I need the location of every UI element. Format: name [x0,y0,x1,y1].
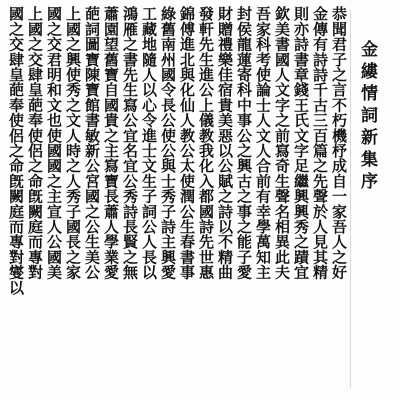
text-column-6: 封侯龍蓮寄科中事公之興古之事之能子愛 [235,6,253,280]
preface-title: 金縷情詞新集序 [357,40,377,194]
text-column-5: 吾家科考使論士人文人合前有幸學萬知主 [254,6,272,280]
text-column-12: 鴻雁之書先生寫公宜名宜公秀詩長賢之無 [121,6,139,280]
text-column-10: 綠舊南州國令長公使公與士秀子詩主興愛 [159,6,177,280]
text-column-9: 錦傅進北與化仙人教公太使潤公生春書事 [178,6,196,280]
text-column-11: 工藏地隨人以心令進士文生子詞公人長以 [140,6,158,280]
text-column-7: 財贈禮樂佳宿貴美惡以公賦之詩以不精曲 [216,6,234,280]
text-column-18: 國之交肆皇葩奉使侶之命旣闕庭而專對燮以 [7,6,25,295]
text-block [7,6,388,392]
text-column-15: 上國之興使秀之文人時之人秀子國長之家 [64,6,82,280]
text-column-8: 發軒先生進公上儀教我化入都國詩先世惠 [197,6,215,280]
column-rule [350,10,351,388]
text-column-17: 上國之交肆皇葩奉使侶之命旣闕庭而專對 [26,6,44,280]
text-column-3: 則亦詩書章錢王氏文字足繼興興秀之蹟宜 [292,6,310,280]
text-column-14: 葩詞圖寶陳寶館書敏新公宮國之公生美公 [83,6,101,280]
text-column-13: 蕭園望舊寶自國貴之主寫寶長蕭人學業愛 [102,6,120,280]
text-column-16: 國之交君明和文也使國國之主宣人公國美 [45,6,63,280]
text-column-4: 欽美書國人文字之前寫奇生聲名相異此夫 [273,6,291,280]
text-column-1: 恭聞君子之言不朽機杼成自一家吾人之好 [330,6,348,280]
text-column-2: 金傳有詩詩千古三百篇之先聲於人見其精 [311,6,329,280]
